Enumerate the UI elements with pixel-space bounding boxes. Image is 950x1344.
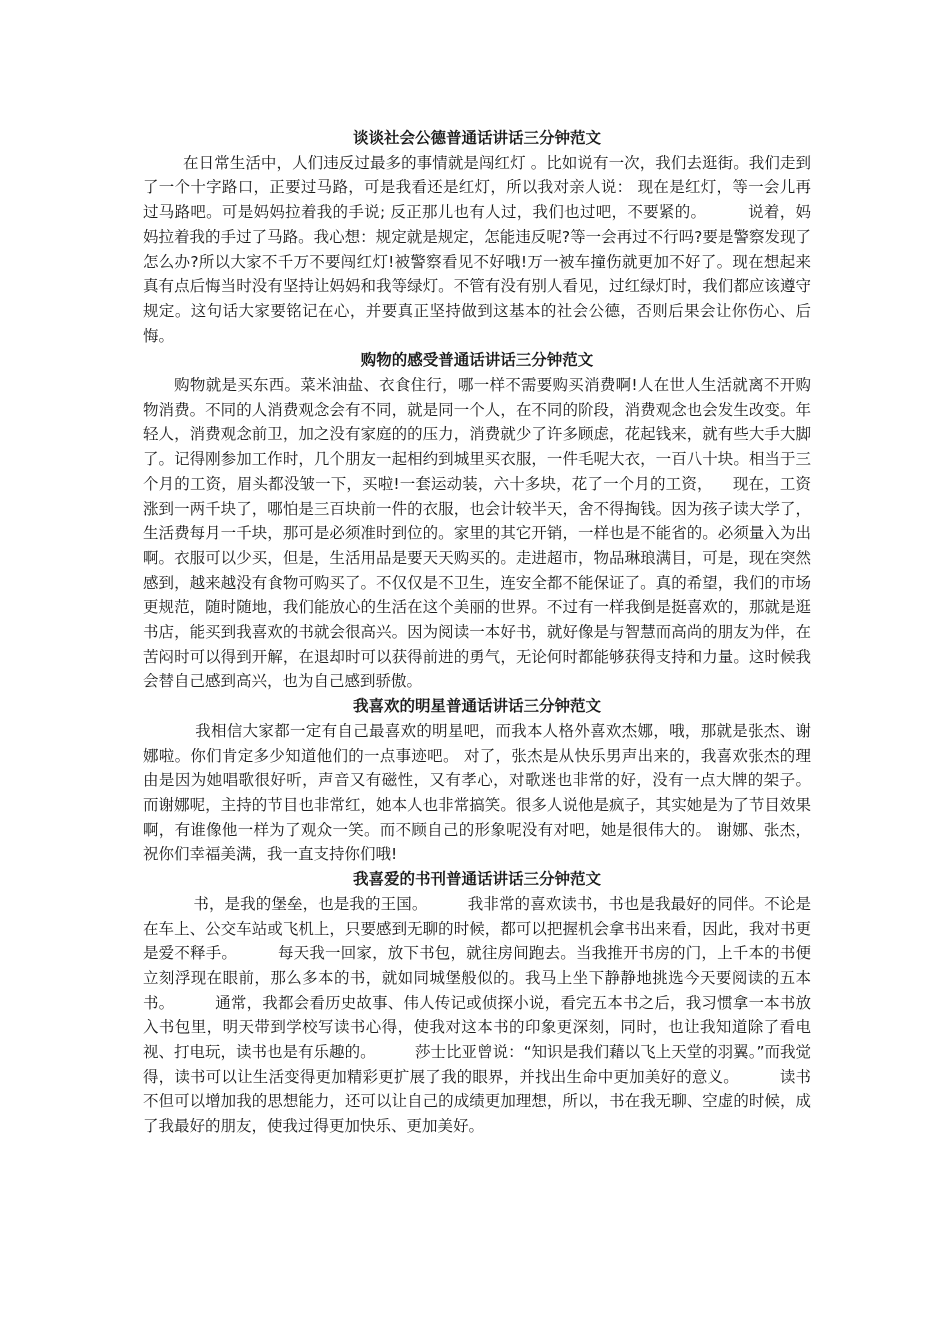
section-social-ethics: [143, 126, 811, 348]
document-page: [143, 126, 851, 1139]
section-title: 购物的感受普通话讲话三分钟范文: [360, 351, 594, 370]
section-title: 我喜爱的书刊普通话讲话三分钟范文: [352, 870, 601, 889]
section-body: 我相信大家都一定有自己最喜欢的明星吧，而我本人格外喜欢杰娜，哦，那就是张杰、谢娜啦。你们肯定多少知道他们的一点事迹吧。 对了，张杰是从快乐男声出来的，我喜欢张杰的理由是因为她唱歌很好听，声音又有磁性，又有孝心，对歌迷也非常的好，没有一点大牌的架子。 而谢娜呢，主持的节目也非常红，她本人也非常搞笑。很多人说他是疯子，其实她是为了节目效果啊，有谁像他一样为了观众一笑。而不顾自己的形象呢没有对吧，她是很伟大的。 谢娜、张杰，祝你们幸福美满，我一直支持你们哦!: [143, 721, 851, 864]
section-favorite-star: [143, 694, 851, 867]
section-favorite-books: [143, 867, 811, 1139]
section-title: 我喜欢的明星普通话讲话三分钟范文: [352, 697, 601, 716]
section-body: 购物就是买东西。菜米油盐、衣食住行，哪一样不需要购买消费啊!人在世人生活就离不开购物消费。不同的人消费观念会有不同，就是同一个人，在不同的阶段，消费观念也会发生改变。年轻人，消费观念前卫，加之没有家庭的的压力，消费就少了许多顾虑，花起钱来，就有些大手大脚了。记得刚参加工作时，几个朋友一起相约到城里买衣服，一件毛呢大衣，一百八十块。相当于三个月的工资，眉头都没皱一下，买啦!一套运动装，六十多块，花了一个月的工资， 现在，工资涨到一两千块了，哪怕是三百块前一件的衣服，也会计较半天，舍不得掏钱。因为孩子读大学了，生活费每月一千块，那可是必须准时到位的。家里的其它开销，一样也是不能省的。必须量入为出啊。衣服可以少买，但是，生活用品是要天天购买的。走进超市，物品琳琅满目，可是，现在突然感到，越来越没有食物可购买了。不仅仅是不卫生，连安全都不能保证了。真的希望，我们的市场更规范，随时随地，我们能放心的生活在这个美丽的世界。不过有一样我倒是挺喜欢的，那就是逛书店，能买到我喜欢的书就会很高兴。因为阅读一本好书，就好像是与智慧而高尚的朋友为伴，在苦闷时可以得到开解，在退却时可以获得前进的勇气，无论何时都能够获得支持和力量。这时候我会替自己感到高兴，也为自己感到骄傲。: [143, 376, 811, 691]
section-title: 谈谈社会公德普通话讲话三分钟范文: [352, 129, 601, 147]
section-body: 在日常生活中，人们违反过最多的事情就是闯红灯 。比如说有一次，我们去逛街。我们走到了一个十字路口，正要过马路，可是我看还是红灯，所以我对亲人说： 现在是红灯，等一会儿再过马路吧。可是妈妈拉着我的手说; 反正那儿也有人过，我们也过吧，不要紧的。 说着，妈妈拉着我的手过了马路。我心想：规定就是规定，怎能违反呢?等一会再过不行吗?要是警察发现了怎么办?所以大家不千万不要闯红灯!被警察看见不好哦!万一被车撞伤就更加不好了。现在想起来真有点后悔当时没有坚持让妈妈和我等绿灯。不管有没有别人看见，过红绿灯时，我们都应该遵守规定。这句话大家要铭记在心，并要真正坚持做到这基本的社会公德，否则后果会让你伤心、后悔。: [143, 153, 811, 345]
section-body: 书，是我的堡垒，也是我的王国。 我非常的喜欢读书，书也是我最好的同伴。不论是在车上、公交车站或飞机上，只要感到无聊的时候，都可以把握机会拿书出来看，因此，我对书更是爱不释手。 每天我一回家，放下书包，就往房间跑去。当我推开书房的门，上千本的书便立刻浮现在眼前，那么多本的书，就如同城堡般似的。我马上坐下静静地挑选今天要阅读的五本书。 通常，我都会看历史故事、伟人传记或侦探小说，看完五本书之后，我习惯拿一本书放入书包里，明天带到学校写读书心得，使我对这本书的印象更深刻，同时，也让我知道除了看电视、打电玩，读书也是有乐趣的。 莎士比亚曾说：“知识是我们藉以飞上天堂的羽翼。”而我觉得，读书可以让生活变得更加精彩更扩展了我的眼界，并找出生命中更加美好的意义。 读书不但可以增加我的思想能力，还可以让自己的成绩更加理想，所以，书在我无聊、空虚的时候，成了我最好的朋友，使我过得更加快乐、更加美好。: [143, 894, 811, 1136]
section-shopping: [143, 348, 811, 694]
